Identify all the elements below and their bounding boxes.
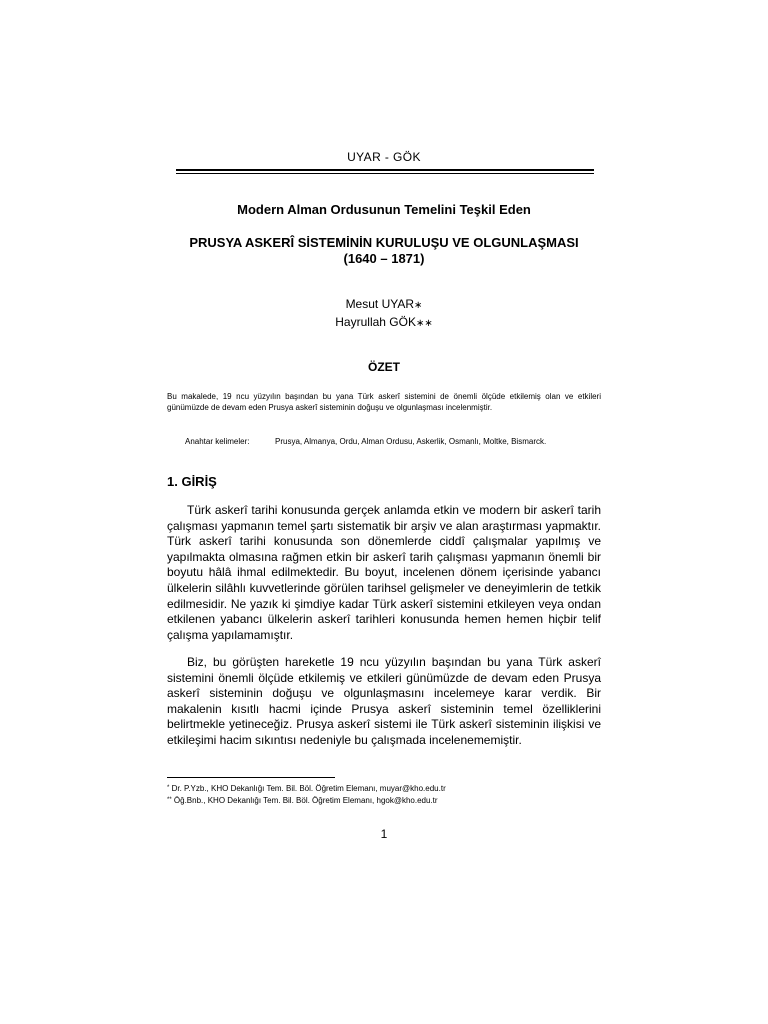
author-footnote-mark: ∗∗	[415, 318, 433, 329]
author-list	[0, 296, 768, 332]
author-1	[0, 296, 768, 314]
author-name: Hayrullah GÖK	[335, 315, 416, 329]
running-header: UYAR - GÖK	[347, 150, 421, 164]
author-footnote-mark: ∗	[414, 300, 423, 311]
footnote-text: Dr. P.Yzb., KHO Dekanlığı Tem. Bil. Böl. Öğretim Elemanı, muyar@kho.edu.tr	[171, 784, 446, 793]
section-heading: 1. GİRİŞ	[167, 474, 217, 489]
keywords	[185, 437, 601, 448]
body-paragraph: Türk askerî tarihi konusunda gerçek anlamda etkin ve modern bir askerî tarih çalışması yapmanın temel şartı sistematik bir arşiv ve alan araştırması yapmaktır. Türk askerî tarihi konusunda son dönemlerde ciddî çalışmalar yapılmış ve yapılmakta olmasına rağmen etkin bir askerî tarih çalışması yapmanın önemli bir boyutu hâlâ ihmal edilmektedir. Bu boyut, incelenen dönem içerisinde yabancı ülkelerin silâhlı kuvvetlerinde görülen tarihsel gelişmeler ve deneyimlerin de tetkik edilmesidir. Ne yazık ki şimdiye kadar Türk askerî sistemini etkileyen veya ondan etkilenen yabancı ülkelerin askerî tarihleri konusunda hemen hemen hiçbir telif çalışma yapılamamıştır.	[167, 503, 601, 642]
article-title-line2: (1640 – 1871)	[343, 251, 425, 266]
footnote-mark: **	[167, 797, 172, 803]
footnote-2	[167, 795, 601, 806]
footnote-1	[167, 783, 601, 794]
keywords-value: Prusya, Almanya, Ordu, Alman Ordusu, Askerlik, Osmanlı, Moltke, Bismarck.	[275, 437, 547, 446]
body-paragraph: Biz, bu görüşten hareketle 19 ncu yüzyılın başından bu yana Türk askerî sistemini önemli ölçüde etkilemiş ve etkileri günümüzde de devam eden Prusya askerî sisteminin doğuşu ve olgunlaşmasını incelemeye karar verdik. Bir makalenin kısıtlı hacmi içinde Prusya askerî sisteminin temel özelliklerini belirtmekle yetineceğiz. Prusya askerî sistemi ile Türk askerî sisteminin ilişkisi ve etkileşimi hacim sıkıntısı nedeniyle bu çalışmada incelenememiştir.	[167, 655, 601, 747]
keywords-label: Anahtar kelimeler:	[185, 437, 250, 446]
footnote-text: Öğ.Bnb., KHO Dekanlığı Tem. Bil. Böl. Öğretim Elemanı, hgok@kho.edu.tr	[173, 796, 438, 805]
article-subtitle: Modern Alman Ordusunun Temelini Teşkil Eden	[237, 202, 531, 217]
page-number: 1	[380, 827, 388, 841]
header-rule-thin	[176, 173, 594, 174]
abstract-text: Bu makalede, 19 ncu yüzyılın başından bu yana Türk askerî sistemini de önemli ölçüde etkilemiş olan ve etkileri günümüzde de devam eden Prusya askerî sisteminin doğuşu ve olgunlaşması incelenmiştir.	[167, 392, 601, 412]
footnote-separator	[167, 777, 335, 778]
author-2	[0, 314, 768, 332]
abstract-heading: ÖZET	[368, 360, 400, 374]
article-title-line1: PRUSYA ASKERÎ SİSTEMİNİN KURULUŞU VE OLGUNLAŞMASI	[189, 235, 579, 250]
footnote-mark: *	[167, 785, 170, 791]
author-name: Mesut UYAR	[345, 297, 415, 311]
header-rule-thick	[176, 169, 594, 171]
article-title	[0, 235, 768, 267]
